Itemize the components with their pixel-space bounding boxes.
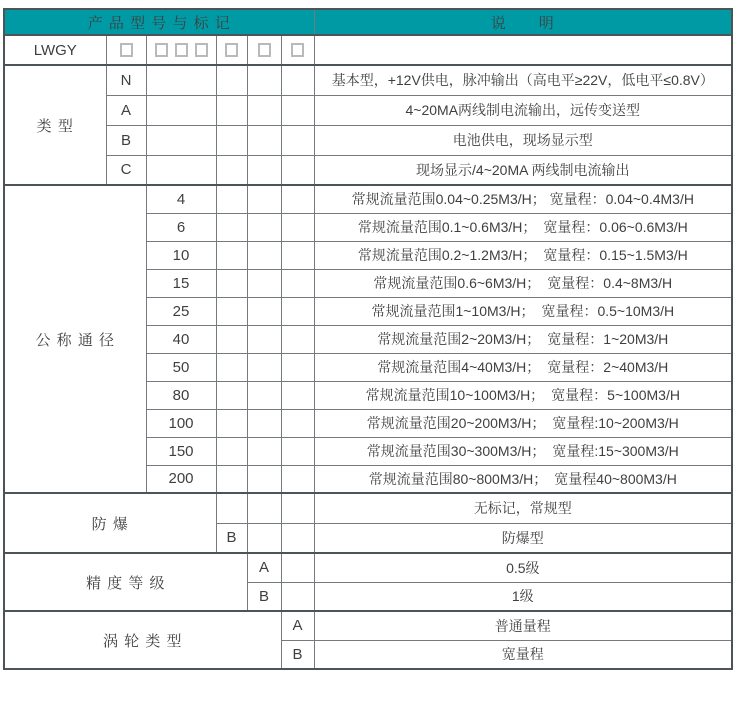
empty-cell bbox=[281, 95, 314, 125]
empty-cell bbox=[216, 437, 247, 465]
type-code-cell: N bbox=[106, 65, 146, 95]
empty-cell bbox=[216, 241, 247, 269]
accuracy-slot-cell bbox=[247, 35, 281, 65]
empty-cell bbox=[281, 409, 314, 437]
empty-cell bbox=[247, 493, 281, 523]
empty-cell bbox=[281, 241, 314, 269]
empty-cell bbox=[216, 465, 247, 493]
turbine-code-cell: B bbox=[281, 640, 314, 669]
model-spec-table bbox=[3, 8, 733, 670]
empty-cell bbox=[216, 155, 247, 185]
empty-cell bbox=[146, 65, 216, 95]
empty-cell bbox=[216, 269, 247, 297]
empty-cell bbox=[247, 465, 281, 493]
diameter-code-cell: 40 bbox=[146, 325, 216, 353]
empty-cell bbox=[216, 353, 247, 381]
diameter-code-cell: 10 bbox=[146, 241, 216, 269]
empty-cell bbox=[281, 437, 314, 465]
diameter-desc-cell: 常规流量范围0.04~0.25M3/H； 宽量程：0.04~0.4M3/H bbox=[314, 185, 732, 213]
empty-cell bbox=[281, 155, 314, 185]
header-description-label: 说 明 bbox=[314, 9, 732, 35]
empty-cell bbox=[247, 155, 281, 185]
checkbox-icon bbox=[225, 43, 238, 57]
diameter-code-cell: 6 bbox=[146, 213, 216, 241]
empty-cell bbox=[247, 353, 281, 381]
empty-cell bbox=[281, 325, 314, 353]
explosion-code-cell bbox=[216, 493, 247, 523]
diameter-code-cell: 200 bbox=[146, 465, 216, 493]
type-desc-cell: 电池供电，现场显示型 bbox=[314, 125, 732, 155]
turbine-desc-cell: 普通量程 bbox=[314, 611, 732, 640]
empty-cell bbox=[247, 297, 281, 325]
diameter-code-cell: 80 bbox=[146, 381, 216, 409]
diameter-code-cell: 4 bbox=[146, 185, 216, 213]
empty-cell bbox=[281, 381, 314, 409]
turbine-code-cell: A bbox=[281, 611, 314, 640]
empty-cell bbox=[247, 523, 281, 553]
empty-cell bbox=[146, 155, 216, 185]
empty-cell bbox=[247, 95, 281, 125]
section-label-diameter: 公 称 通 径 bbox=[4, 185, 146, 493]
empty-cell bbox=[247, 437, 281, 465]
empty-cell bbox=[247, 213, 281, 241]
accuracy-desc-cell: 1级 bbox=[314, 582, 732, 611]
empty-cell bbox=[146, 95, 216, 125]
section-label-turbine: 涡 轮 类 型 bbox=[4, 611, 281, 669]
checkbox-icon bbox=[120, 43, 133, 57]
type-code-cell: C bbox=[106, 155, 146, 185]
accuracy-code-cell: A bbox=[247, 553, 281, 582]
empty-cell bbox=[216, 65, 247, 95]
diameter-code-cell: 15 bbox=[146, 269, 216, 297]
checkbox-icon bbox=[291, 43, 304, 57]
section-label-type: 类 型 bbox=[4, 65, 106, 185]
type-code-cell: A bbox=[106, 95, 146, 125]
diameter-code-cell: 150 bbox=[146, 437, 216, 465]
type-desc-cell: 现场显示/4~20MA 两线制电流输出 bbox=[314, 155, 732, 185]
section-label-explosion-proof: 防 爆 bbox=[4, 493, 216, 553]
empty-cell bbox=[281, 213, 314, 241]
empty-cell bbox=[281, 582, 314, 611]
section-label-accuracy: 精 度 等 级 bbox=[4, 553, 247, 611]
type-code-cell: B bbox=[106, 125, 146, 155]
type-desc-cell: 基本型，+12V供电，脉冲输出（高电平≥22V，低电平≤0.8V） bbox=[314, 65, 732, 95]
explosion-code-cell: B bbox=[216, 523, 247, 553]
diameter-desc-cell: 常规流量范围1~10M3/H； 宽量程：0.5~10M3/H bbox=[314, 297, 732, 325]
diameter-desc-cell: 常规流量范围0.1~0.6M3/H； 宽量程：0.06~0.6M3/H bbox=[314, 213, 732, 241]
diameter-slot-cell bbox=[146, 35, 216, 65]
empty-cell bbox=[216, 297, 247, 325]
diameter-desc-cell: 常规流量范围10~100M3/H； 宽量程：5~100M3/H bbox=[314, 381, 732, 409]
empty-cell bbox=[281, 523, 314, 553]
empty-cell bbox=[247, 65, 281, 95]
turbine-desc-cell: 宽量程 bbox=[314, 640, 732, 669]
checkbox-icon bbox=[175, 43, 188, 57]
empty-cell bbox=[247, 241, 281, 269]
diameter-code-cell: 100 bbox=[146, 409, 216, 437]
diameter-desc-cell: 常规流量范围4~40M3/H； 宽量程：2~40M3/H bbox=[314, 353, 732, 381]
empty-cell bbox=[216, 325, 247, 353]
empty-cell bbox=[146, 125, 216, 155]
empty-cell bbox=[281, 269, 314, 297]
empty-cell bbox=[216, 381, 247, 409]
diameter-desc-cell: 常规流量范围20~200M3/H； 宽量程:10~200M3/H bbox=[314, 409, 732, 437]
empty-cell bbox=[216, 185, 247, 213]
empty-cell bbox=[247, 381, 281, 409]
checkbox-icon bbox=[155, 43, 168, 57]
empty-cell bbox=[216, 95, 247, 125]
empty-cell bbox=[281, 297, 314, 325]
explosion-slot-cell bbox=[216, 35, 247, 65]
empty-cell bbox=[247, 325, 281, 353]
empty-cell bbox=[281, 553, 314, 582]
type-slot-cell bbox=[106, 35, 146, 65]
diameter-desc-cell: 常规流量范围2~20M3/H； 宽量程：1~20M3/H bbox=[314, 325, 732, 353]
empty-cell bbox=[247, 125, 281, 155]
checkbox-icon bbox=[258, 43, 271, 57]
empty-cell bbox=[216, 213, 247, 241]
empty-cell bbox=[314, 35, 732, 65]
accuracy-desc-cell: 0.5级 bbox=[314, 553, 732, 582]
empty-cell bbox=[281, 125, 314, 155]
empty-cell bbox=[216, 409, 247, 437]
diameter-code-cell: 25 bbox=[146, 297, 216, 325]
empty-cell bbox=[247, 185, 281, 213]
empty-cell bbox=[281, 185, 314, 213]
empty-cell bbox=[281, 465, 314, 493]
model-code-cell: LWGY bbox=[4, 35, 106, 65]
empty-cell bbox=[281, 65, 314, 95]
explosion-desc-cell: 防爆型 bbox=[314, 523, 732, 553]
checkbox-icon bbox=[195, 43, 208, 57]
diameter-desc-cell: 常规流量范围0.6~6M3/H； 宽量程：0.4~8M3/H bbox=[314, 269, 732, 297]
diameter-code-cell: 50 bbox=[146, 353, 216, 381]
accuracy-code-cell: B bbox=[247, 582, 281, 611]
type-desc-cell: 4~20MA两线制电流输出，远传变送型 bbox=[314, 95, 732, 125]
empty-cell bbox=[281, 493, 314, 523]
diameter-desc-cell: 常规流量范围80~800M3/H； 宽量程40~800M3/H bbox=[314, 465, 732, 493]
explosion-desc-cell: 无标记，常规型 bbox=[314, 493, 732, 523]
empty-cell bbox=[247, 409, 281, 437]
empty-cell bbox=[281, 353, 314, 381]
diameter-desc-cell: 常规流量范围30~300M3/H； 宽量程:15~300M3/H bbox=[314, 437, 732, 465]
header-model-label: 产 品 型 号 与 标 记 bbox=[4, 9, 314, 35]
diameter-desc-cell: 常规流量范围0.2~1.2M3/H； 宽量程：0.15~1.5M3/H bbox=[314, 241, 732, 269]
turbine-slot-cell bbox=[281, 35, 314, 65]
empty-cell bbox=[247, 269, 281, 297]
empty-cell bbox=[216, 125, 247, 155]
